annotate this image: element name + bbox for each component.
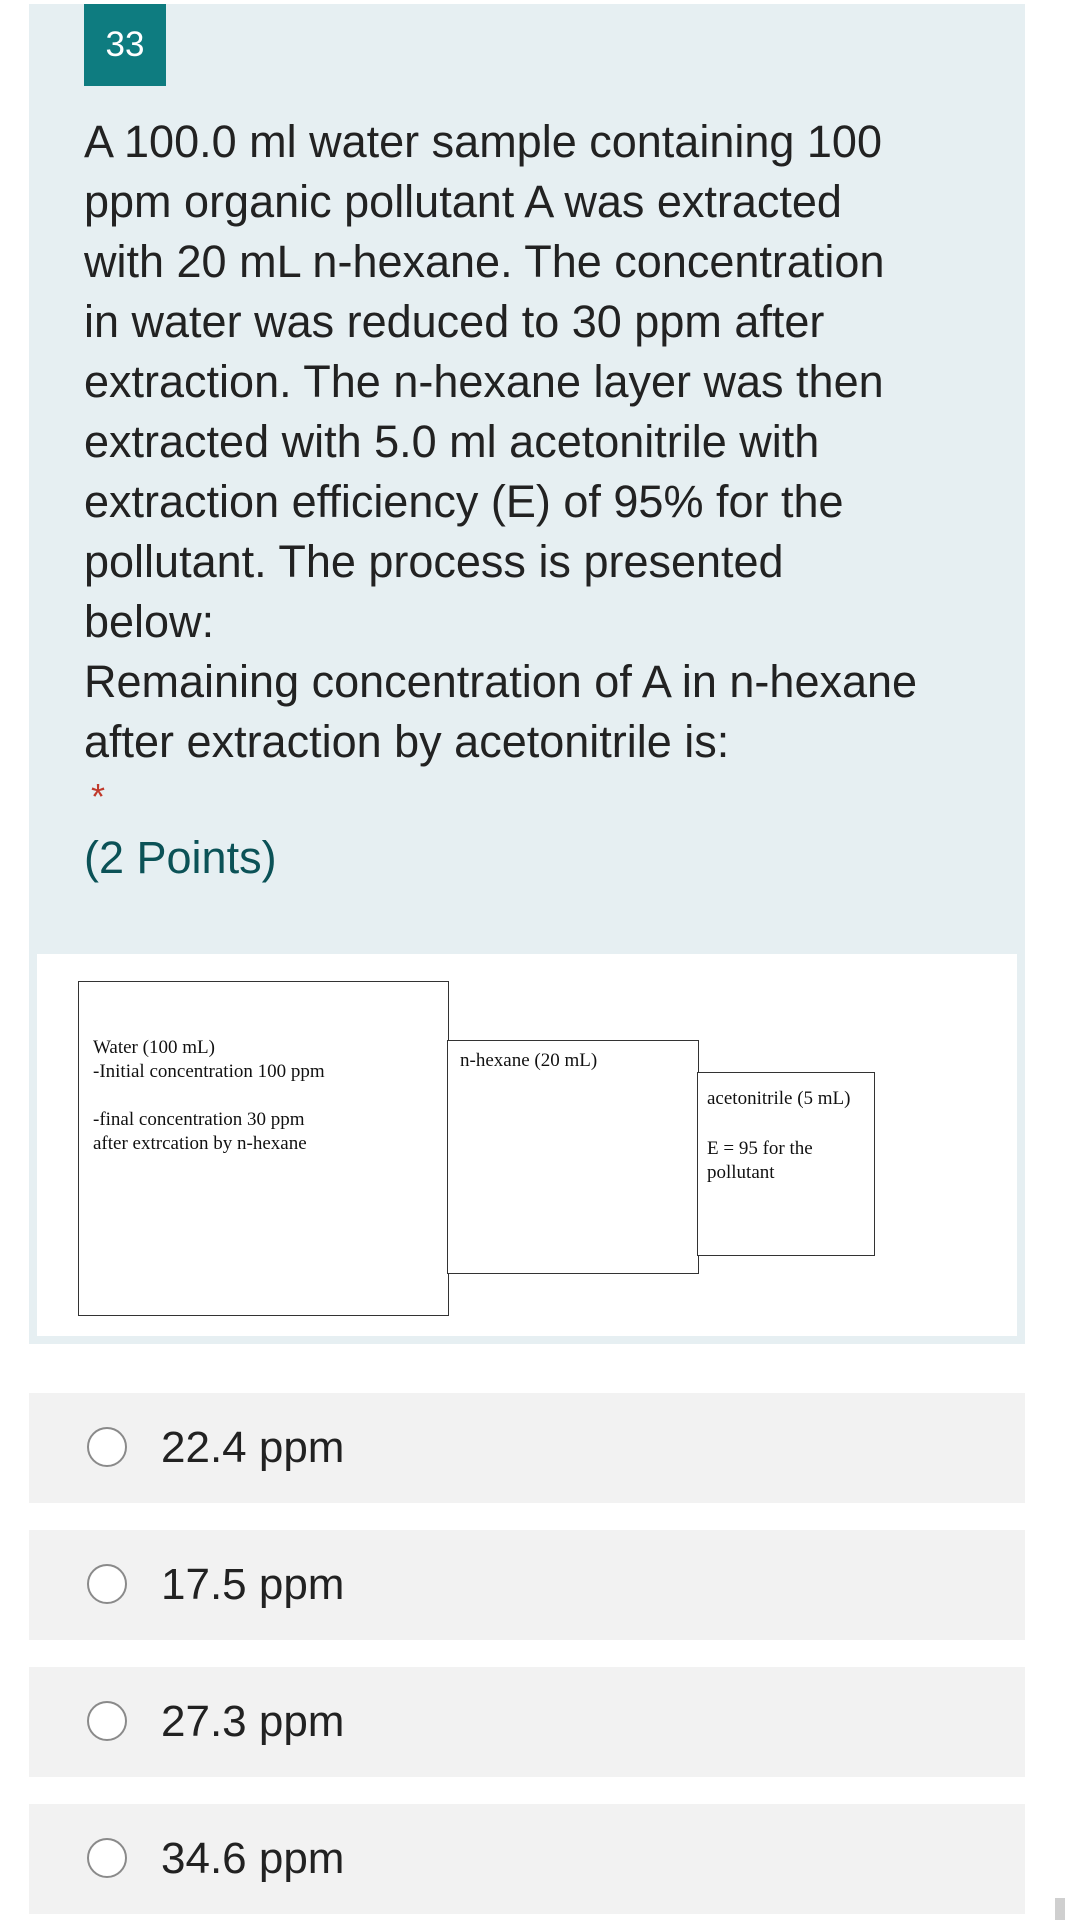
water-initial-concentration: -Initial concentration 100 ppm	[93, 1061, 325, 1082]
acetonitrile-efficiency-note: pollutant	[707, 1162, 775, 1183]
required-marker: *	[91, 776, 106, 817]
scrollbar-thumb[interactable]	[1055, 1898, 1065, 1920]
radio-button[interactable]	[87, 1701, 127, 1741]
question-text-line: pollutant. The process is presented	[84, 536, 784, 587]
question-text-line: below:	[84, 596, 215, 647]
question-text-line: A 100.0 ml water sample containing 100	[84, 116, 882, 167]
water-box	[78, 981, 449, 1316]
water-final-concentration: -final concentration 30 ppm	[93, 1109, 305, 1130]
question-text-line: ppm organic pollutant A was extracted	[84, 176, 842, 227]
question-text-line: Remaining concentration of A in n-hexane	[84, 656, 918, 707]
water-extraction-note: after extrcation by n-hexane	[93, 1133, 307, 1154]
question-number: 33	[84, 4, 166, 86]
hexane-box	[447, 1040, 699, 1274]
answer-option[interactable]	[29, 1393, 1025, 1503]
process-diagram	[37, 954, 1017, 1336]
answer-option[interactable]	[29, 1667, 1025, 1777]
answer-option-label[interactable]: 34.6 ppm	[161, 1834, 345, 1883]
radio-button[interactable]	[87, 1427, 127, 1467]
answer-option-label[interactable]: 17.5 ppm	[161, 1560, 345, 1609]
question-text-line: extracted with 5.0 ml acetonitrile with	[84, 416, 820, 467]
answer-option-label[interactable]: 22.4 ppm	[161, 1423, 345, 1472]
question-text-line: in water was reduced to 30 ppm after	[84, 296, 825, 347]
hexane-label: n-hexane (20 mL)	[460, 1050, 598, 1071]
question-text-line: with 20 mL n-hexane. The concentration	[84, 236, 885, 287]
question-text-line: after extraction by acetonitrile is:	[84, 716, 730, 767]
question-text-line: extraction efficiency (E) of 95% for the	[84, 476, 844, 527]
radio-button[interactable]	[87, 1838, 127, 1878]
question-text-line: extraction. The n-hexane layer was then	[84, 356, 884, 407]
answer-option[interactable]	[29, 1530, 1025, 1640]
radio-button[interactable]	[87, 1564, 127, 1604]
acetonitrile-box	[697, 1072, 875, 1256]
answer-option-label[interactable]: 27.3 ppm	[161, 1697, 345, 1746]
question-card	[29, 4, 1025, 1344]
question-points: (2 Points)	[84, 832, 277, 883]
acetonitrile-efficiency: E = 95 for the	[707, 1138, 813, 1159]
water-label: Water (100 mL)	[93, 1037, 215, 1058]
answer-option[interactable]	[29, 1804, 1025, 1914]
acetonitrile-label: acetonitrile (5 mL)	[707, 1088, 851, 1109]
question-text	[84, 112, 984, 772]
